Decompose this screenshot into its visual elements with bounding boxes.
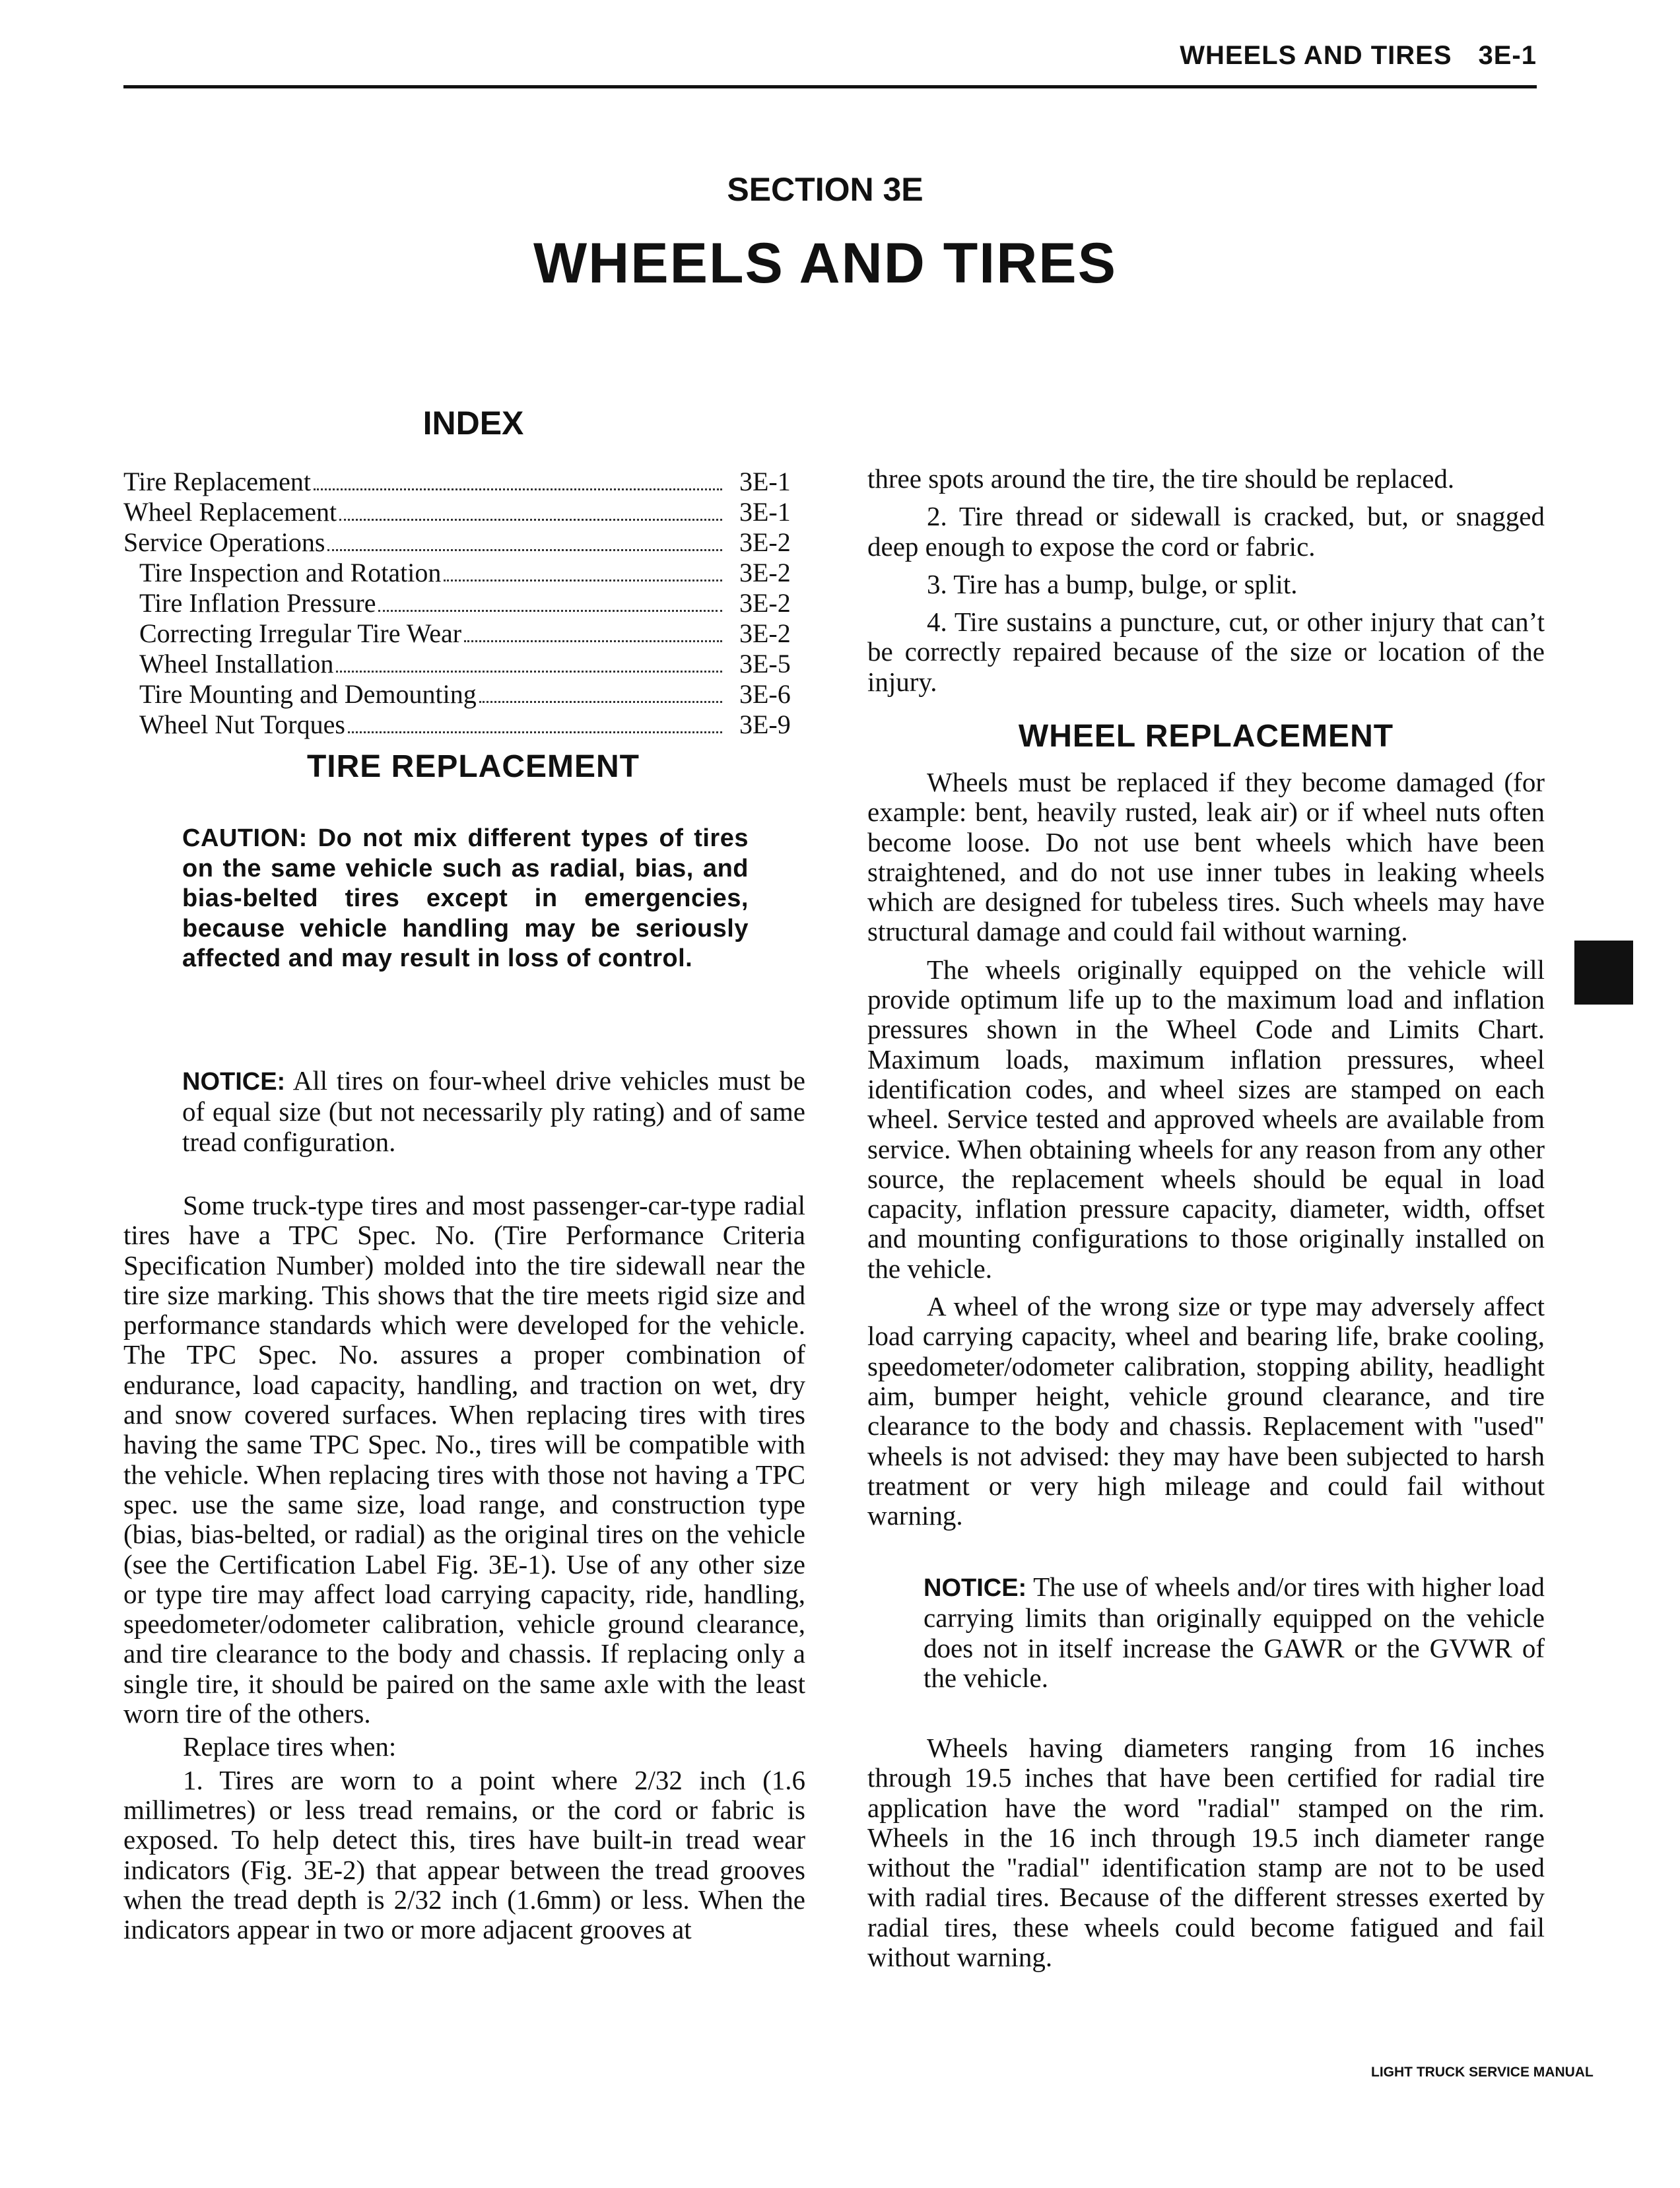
index-entry[interactable] [123, 709, 805, 739]
index-list [123, 466, 805, 739]
wheel-notice-block [924, 1572, 1545, 1693]
index-entry[interactable] [123, 466, 805, 496]
wheel-paragraph-4: Wheels having diameters ranging from 16 inches through 19.5 inches that have been certified for radial tire application have the word "radial" stamped on the rim. Wheels in the 16 inch through 19.5 inch diameter range without the "radial" identification stamp are not to be used with radial tires. Because of the different stresses exerted by radial tires, these wheels could become fatigued and fail without warning. [867, 1733, 1545, 1973]
index-page: 3E-5 [739, 649, 791, 679]
notice-label: NOTICE: [182, 1068, 286, 1096]
header-title: WHEELS AND TIRES [1180, 41, 1452, 70]
wheel-paragraph-1: Wheels must be replaced if they become damaged (for example: bent, heavily rusted, leak air) or if wheel nuts often become loose. Do not use bent wheels which have been straightened, and do not use inner tubes in leaking wheels which are designed for tubeless tires. Such wheels may have structural damage and could fail without warning. [867, 767, 1545, 947]
dot-leader [314, 488, 722, 490]
notice-text: All tires on four-wheel drive vehicles must be of equal size (but not necessarily ply rating) and of same tread configuration. [182, 1065, 805, 1157]
dot-leader [327, 549, 722, 551]
index-entry[interactable] [123, 648, 805, 679]
index-title: INDEX [422, 405, 524, 442]
right-body-wheels [867, 768, 1545, 1531]
index-page: 3E-2 [739, 588, 791, 618]
right-body-top [867, 464, 1545, 697]
dot-leader [336, 671, 722, 673]
index-page: 3E-9 [739, 710, 791, 739]
list-item-4: 4. Tire sustains a puncture, cut, or other injury that can’t be correctly repaired because of the size or location of the injury. [867, 607, 1545, 697]
notice-text: The use of wheels and/or tires with higher load carrying limits than originally equipped on the vehicle does not in itself increase the GAWR or the GVWR of the vehicle. [924, 1572, 1545, 1693]
index-page: 3E-1 [739, 497, 791, 527]
list-item-1: 1. Tires are worn to a point where 2/32 inch (1.6 millimetres) or less tread remains, or the cord or fabric is exposed. To help detect this, tires have built-in tread wear indicators (Fig. 3E-2) that appear between the tread grooves when the tread depth is 2/32 inch (1.6mm) or less. When the indicators appear in two or more adjacent grooves at [123, 1764, 805, 1945]
dot-leader [348, 731, 722, 733]
index-label: Tire Mounting and Demounting [139, 679, 477, 709]
caution-block: CAUTION: Do not mix different types of tires on the same vehicle such as radial, bias, and bias-belted tires except in emergencies, because vehicle handling may be seriously affected and may result in loss of control. [182, 824, 749, 972]
index-page: 3E-2 [739, 618, 791, 648]
section-thumb-tab [1574, 941, 1633, 1005]
index-entry[interactable] [123, 587, 805, 618]
tire-replacement-heading: TIRE REPLACEMENT [306, 749, 640, 784]
section-label: SECTION 3E [727, 171, 924, 208]
notice-label: NOTICE: [924, 1574, 1027, 1602]
dot-leader [464, 640, 722, 642]
wheel-replacement-heading: WHEEL REPLACEMENT [1018, 719, 1394, 754]
index-page: 3E-1 [739, 467, 791, 496]
list-item-2: 2. Tire thread or sidewall is cracked, but, or snagged deep enough to expose the cord or fabric. [867, 501, 1545, 562]
index-label: Wheel Installation [139, 649, 334, 679]
tpc-paragraph: Some truck-type tires and most passenger-car-type radial tires have a TPC Spec. No. (Tire Performance Criteria Specification Number) molded into the tire sidewall near the tire size marking. This shows that the tire meets rigid size and performance standards which were developed for the vehicle. The TPC Spec. No. assures a proper combination of endurance, load capacity, handling, and traction on wet, dry and snow covered surfaces. When replacing tires with tires having the same TPC Spec. No., tires will be compatible with the vehicle. When replacing tires with those not having a TPC spec. use the same size, load range, and construction type (bias, bias-belted, or radial) as the original tires on the vehicle (see the Certification Label Fig. 3E-1). Use of any other size or type tire may affect load carrying capacity, ride, handling, speedometer/odometer calibration, vehicle ground clearance, and tire clearance to the body and chassis. If replacing only a single tire, it should be paired on the same axle with the least worn tire of the others. [123, 1190, 805, 1729]
dot-leader [444, 580, 722, 581]
replace-when-label: Replace tires when: [183, 1731, 397, 1762]
index-label: Service Operations [123, 527, 325, 557]
index-label: Wheel Nut Torques [139, 710, 345, 739]
left-body [123, 1191, 805, 1944]
index-page: 3E-6 [739, 679, 791, 709]
list-item-3: 3. Tire has a bump, bulge, or split. [927, 568, 1298, 599]
list-item-1-continued: three spots around the tire, the tire should be replaced. [867, 463, 1455, 494]
footer-manual-title: LIGHT TRUCK SERVICE MANUAL [1371, 2065, 1594, 2080]
index-label: Tire Inflation Pressure [139, 588, 376, 618]
wheel-paragraph-2: The wheels originally equipped on the vehicle will provide optimum life up to the maximum load and inflation pressures shown in the Wheel Code and Limits Chart. Maximum loads, maximum inflation pressures, wheel identification codes, and wheel sizes are stamped on each wheel. Service tested and approved wheels are available from service. When obtaining wheels for any reason from any other source, the replacement wheels should be equal in load capacity, inflation pressure capacity, diameter, width, offset and mounting configurations to those originally installed on the vehicle. [867, 954, 1545, 1284]
index-entry[interactable] [123, 557, 805, 587]
index-entry[interactable] [123, 679, 805, 709]
page-title: WHEELS AND TIRES [533, 232, 1118, 295]
index-label: Tire Replacement [123, 467, 312, 496]
dot-leader [339, 519, 722, 521]
dot-leader [479, 701, 722, 703]
index-page: 3E-2 [739, 558, 791, 587]
wheel-paragraph-3: A wheel of the wrong size or type may adversely affect load carrying capacity, wheel and bearing life, brake cooling, speedometer/odometer calibration, stopping ability, headlight aim, bumper height, vehicle ground clearance, and tire clearance to the body and chassis. Replacement with "used" wheels is not advised: they may have been subjected to harsh treatment or very high mileage and could fail without warning. [867, 1291, 1545, 1531]
page-number: 3E-1 [1478, 41, 1537, 70]
index-entry[interactable] [123, 527, 805, 557]
running-header [1180, 41, 1537, 71]
index-label: Tire Inspection and Rotation [139, 558, 442, 587]
dot-leader [378, 610, 722, 612]
index-entry[interactable] [123, 618, 805, 648]
header-rule [123, 85, 1537, 88]
index-page: 3E-2 [739, 527, 791, 557]
index-label: Correcting Irregular Tire Wear [139, 618, 462, 648]
index-label: Wheel Replacement [123, 497, 337, 527]
notice-block [182, 1066, 805, 1157]
index-entry[interactable] [123, 496, 805, 527]
